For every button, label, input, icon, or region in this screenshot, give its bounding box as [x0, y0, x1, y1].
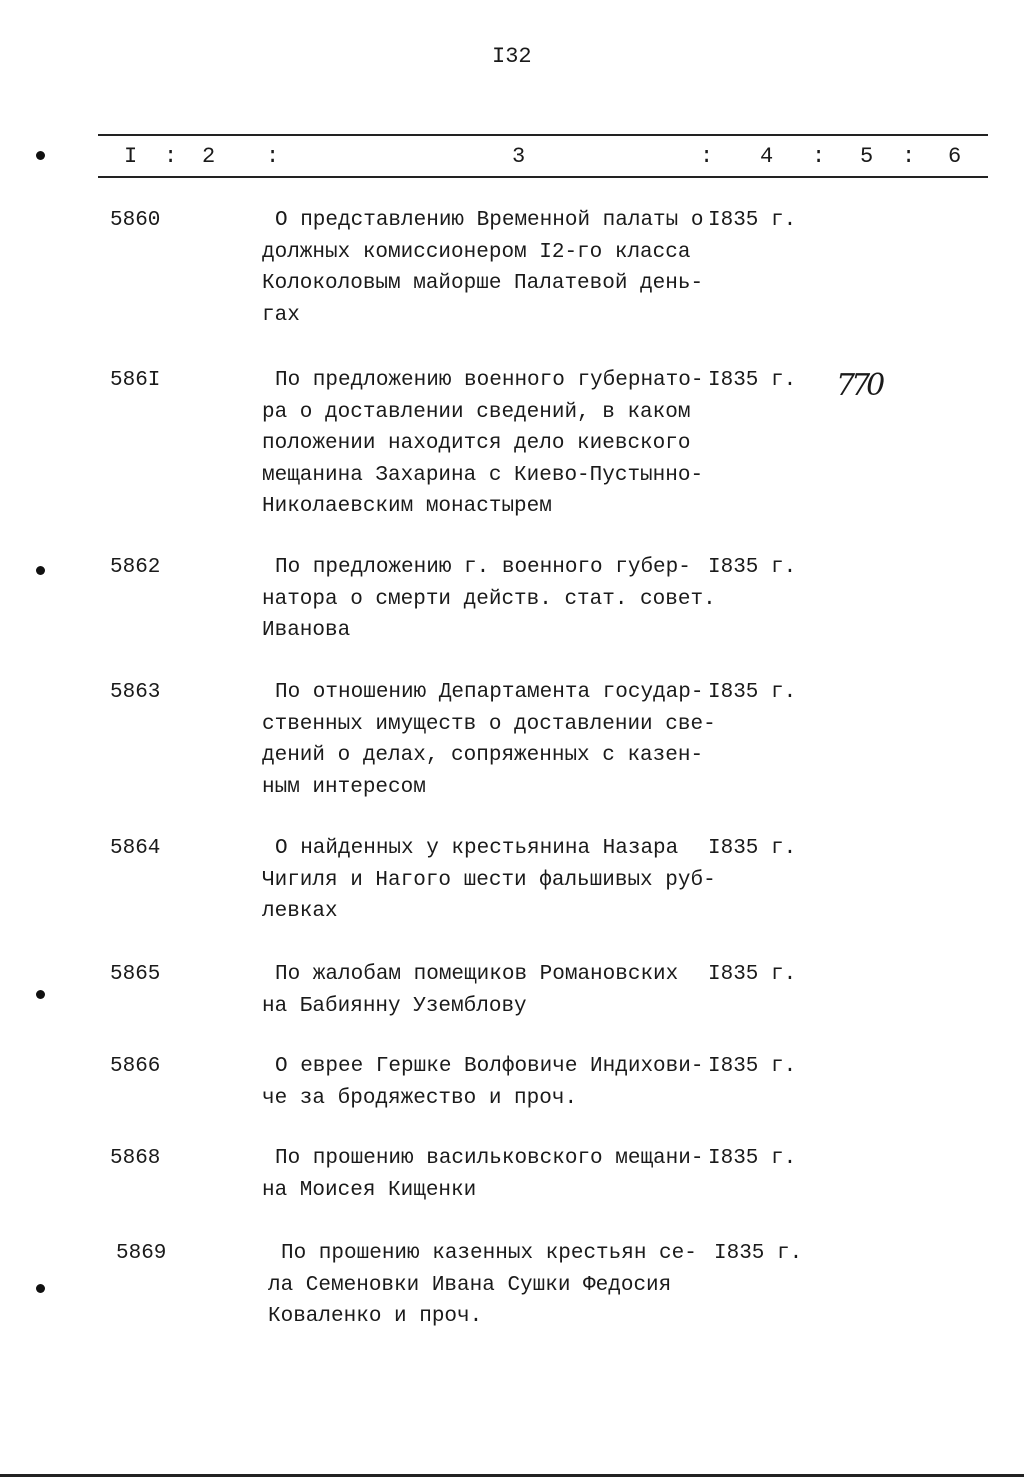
entry-description	[262, 1143, 703, 1206]
description-line: О еврее Гершке Волфовиче Индихови-	[275, 1055, 704, 1078]
description-line: По отношению Департамента государ-	[275, 681, 704, 704]
entry-number: 5862	[110, 556, 161, 579]
description-line: О представлению Временной палаты о	[275, 209, 704, 232]
description-line: положении находится дело киевского	[262, 432, 691, 455]
description-line: на Моисея Кищенки	[262, 1178, 477, 1202]
entry-number: 5868	[110, 1147, 161, 1170]
description-line: По предложению г. военного губер-	[275, 556, 691, 579]
description-line: должных комиссионером I2-го класса	[262, 240, 691, 264]
entry-number: 5864	[110, 837, 161, 860]
entry-number: 5863	[110, 681, 161, 704]
description-line: Коваленко и проч.	[268, 1305, 483, 1328]
punch-hole-mark	[36, 990, 45, 999]
description-line: мещанина Захарина с Киево-Пустынно-	[262, 463, 704, 487]
handwritten-note: 770	[836, 368, 882, 403]
entry-year: I835 г.	[708, 369, 797, 392]
header-col-4: 4	[760, 144, 774, 169]
entry-number: 5865	[110, 963, 161, 986]
description-line: ра о доставлении сведений, в каком	[262, 400, 691, 424]
entry-description	[262, 959, 678, 1022]
description-line: Колоколовым майорше Палатевой день-	[262, 272, 704, 295]
description-line: По прошению васильковского мещани-	[275, 1147, 704, 1170]
header-top-rule	[98, 134, 988, 136]
entry-year: I835 г.	[714, 1242, 803, 1265]
entry-description	[262, 205, 703, 331]
punch-hole-mark	[36, 1284, 45, 1293]
entry-year: I835 г.	[708, 1055, 797, 1078]
description-line: че за бродяжество и проч.	[262, 1086, 578, 1110]
header-sep: :	[266, 144, 280, 169]
entry-description	[262, 365, 703, 523]
entry-description	[262, 833, 716, 928]
header-col-6: 6	[948, 144, 962, 169]
page-number: I32	[492, 44, 532, 69]
description-line: на Бабиянну Уземблову	[262, 994, 527, 1018]
description-line: Николаевским монастырем	[262, 495, 552, 518]
entry-description	[262, 1051, 703, 1114]
entry-description	[268, 1238, 697, 1333]
description-line: ным интересом	[262, 775, 426, 799]
header-bottom-rule	[98, 176, 988, 178]
entry-year: I835 г.	[708, 681, 797, 704]
description-line: О найденных у крестьянина Назара	[275, 837, 679, 860]
description-line: ла Семеновки Ивана Сушки Федосия	[268, 1273, 672, 1297]
description-line: натора о смерти действ. стат. совет.	[262, 587, 716, 611]
description-line: По предложению военного губернато-	[275, 369, 704, 392]
entry-year: I835 г.	[708, 209, 797, 232]
entry-year: I835 г.	[708, 1147, 797, 1170]
header-sep: :	[700, 144, 714, 169]
entry-number: 586I	[110, 369, 161, 392]
entry-number: 5866	[110, 1055, 161, 1078]
bottom-edge-line	[0, 1474, 1024, 1477]
entry-description	[262, 677, 716, 803]
header-sep: :	[812, 144, 826, 169]
description-line: Иванова	[262, 619, 351, 642]
header-col-5: 5	[860, 144, 874, 169]
entry-number: 5869	[116, 1242, 167, 1265]
description-line: По жалобам помещиков Романовских	[275, 963, 679, 986]
header-col-2: 2	[202, 144, 216, 169]
punch-hole-mark	[36, 566, 45, 575]
punch-hole-mark	[36, 151, 45, 160]
description-line: гах	[262, 303, 300, 327]
description-line: Чигиля и Нагого шести фальшивых руб-	[262, 868, 716, 892]
entry-year: I835 г.	[708, 963, 797, 986]
description-line: левках	[262, 900, 338, 923]
header-sep: :	[164, 144, 178, 169]
entry-number: 5860	[110, 209, 161, 232]
entry-year: I835 г.	[708, 556, 797, 579]
header-sep: :	[902, 144, 916, 169]
entry-description	[262, 552, 716, 647]
entry-year: I835 г.	[708, 837, 797, 860]
description-line: По прошению казенных крестьян се-	[281, 1242, 697, 1265]
header-col-1: I	[124, 144, 138, 169]
header-col-3: 3	[512, 144, 526, 169]
description-line: дений о делах, сопряженных с казен-	[262, 744, 704, 767]
description-line: ственных имуществ о доставлении све-	[262, 712, 716, 736]
